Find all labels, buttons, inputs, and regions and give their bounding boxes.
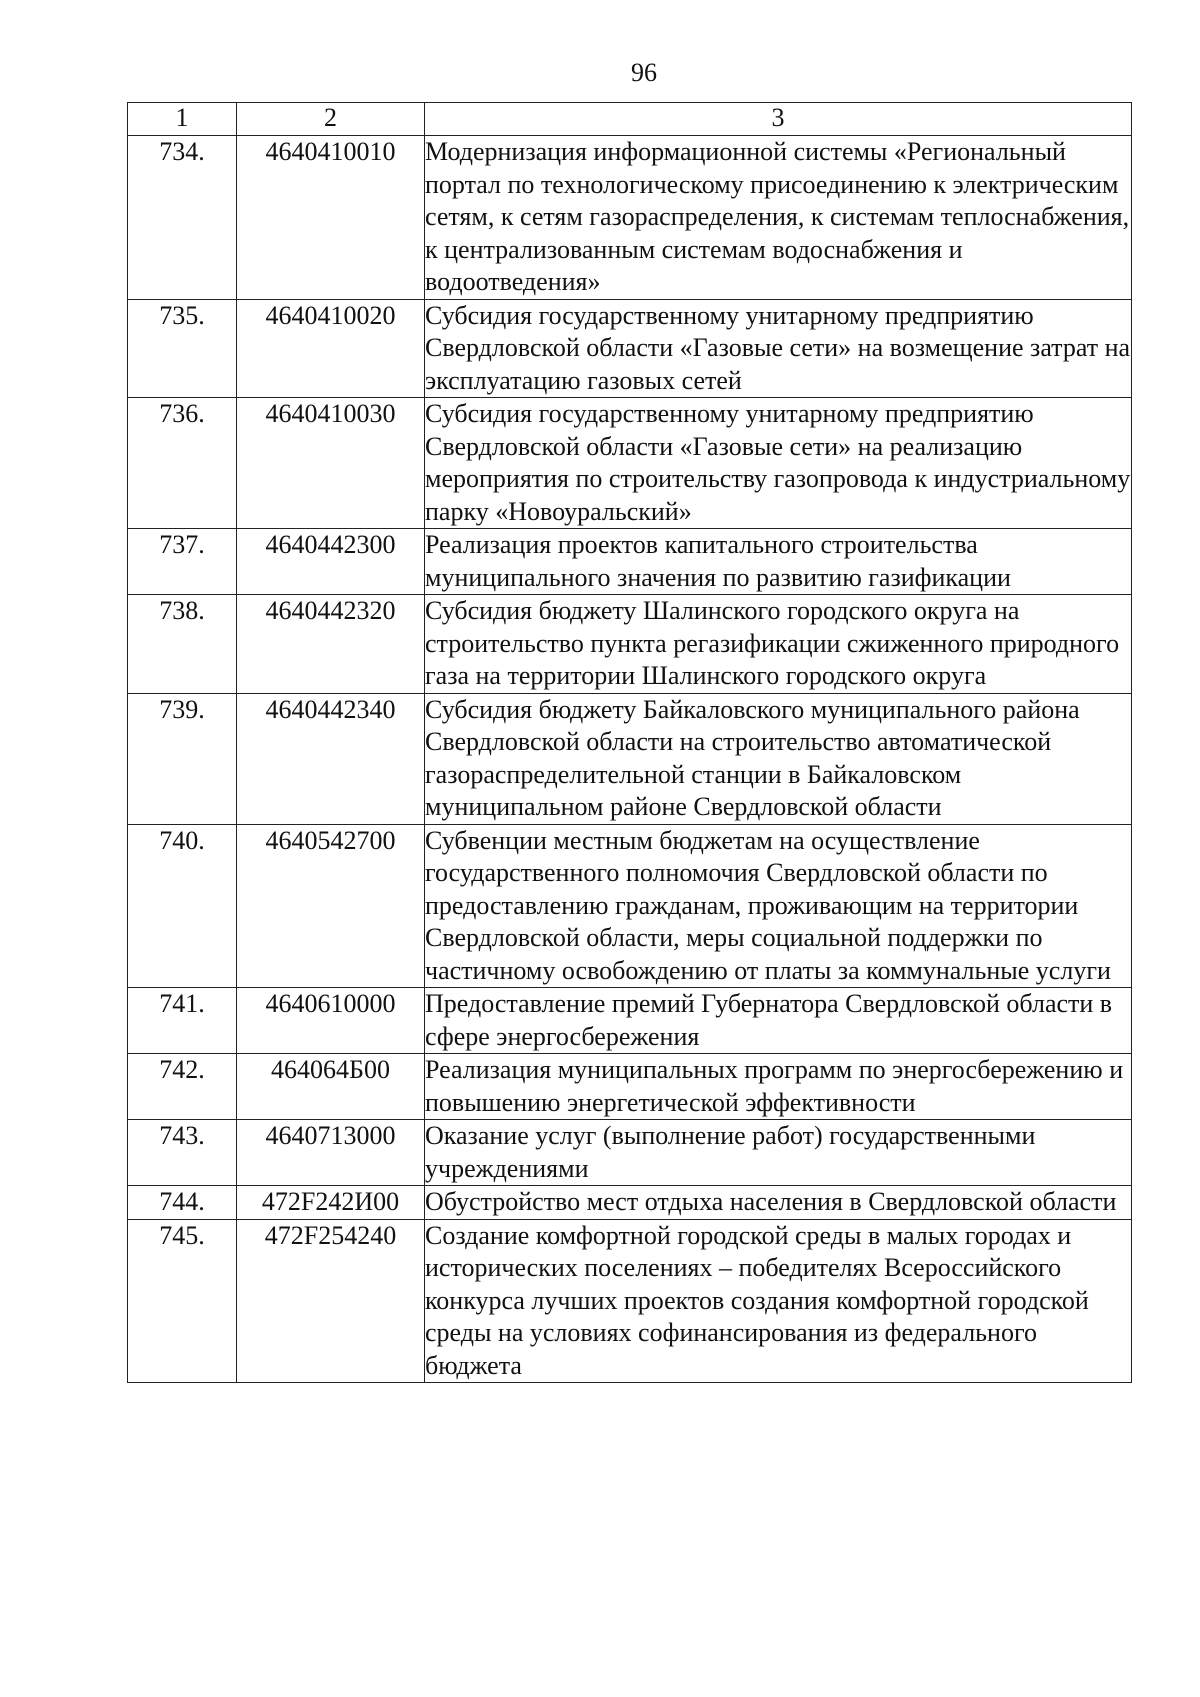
row-description: Реализация муниципальных программ по энергосбережению и повышению энергетической эффективности: [425, 1054, 1132, 1120]
row-description: Субсидия государственному унитарному предприятию Свердловской области «Газовые сети» на реализацию мероприятия по строительству газопровода к индустриальному парку «Новоуральский»: [425, 398, 1132, 529]
header-col-1: 1: [128, 103, 237, 136]
row-code: 4640442320: [237, 595, 425, 694]
row-description: Оказание услуг (выполнение работ) государственными учреждениями: [425, 1120, 1132, 1186]
header-col-2: 2: [237, 103, 425, 136]
row-description: Реализация проектов капитального строительства муниципального значения по развитию газификации: [425, 529, 1132, 595]
row-description: Обустройство мест отдыха населения в Свердловской области: [425, 1186, 1132, 1220]
row-code: 4640610000: [237, 988, 425, 1054]
table-row: [128, 136, 1132, 300]
row-number: 734.: [128, 136, 237, 300]
row-number: 737.: [128, 529, 237, 595]
table-row: [128, 1186, 1132, 1220]
row-description: Субсидия бюджету Шалинского городского округа на строительство пункта регазификации сжиженного природного газа на территории Шалинского городского округа: [425, 595, 1132, 694]
table-row: [128, 398, 1132, 529]
row-code: 472F254240: [237, 1219, 425, 1383]
row-number: 743.: [128, 1120, 237, 1186]
header-col-3: 3: [425, 103, 1132, 136]
row-code: 4640442300: [237, 529, 425, 595]
table-row: [128, 824, 1132, 988]
row-code: 4640410020: [237, 299, 425, 398]
table-row: [128, 595, 1132, 694]
row-code: 4640442340: [237, 693, 425, 824]
row-number: 739.: [128, 693, 237, 824]
row-code: 4640542700: [237, 824, 425, 988]
row-description: Субвенции местным бюджетам на осуществление государственного полномочия Свердловской области по предоставлению гражданам, проживающим на территории Свердловской области, меры социальной поддержки по частичному освобождению от платы за коммунальные услуги: [425, 824, 1132, 988]
table-row: [128, 529, 1132, 595]
row-code: 464064Б00: [237, 1054, 425, 1120]
table-row: [128, 299, 1132, 398]
classification-table: [127, 102, 1132, 1383]
row-number: 745.: [128, 1219, 237, 1383]
row-number: 740.: [128, 824, 237, 988]
row-number: 741.: [128, 988, 237, 1054]
row-description: Создание комфортной городской среды в малых городах и исторических поселениях – победителях Всероссийского конкурса лучших проектов создания комфортной городской среды на условиях софинансирования из федерального бюджета: [425, 1219, 1132, 1383]
table-row: [128, 1120, 1132, 1186]
row-code: 4640410030: [237, 398, 425, 529]
row-number: 735.: [128, 299, 237, 398]
row-code: 472F242И00: [237, 1186, 425, 1220]
row-description: Субсидия бюджету Байкаловского муниципального района Свердловской области на строительство автоматической газораспределительной станции в Байкаловском муниципальном районе Свердловской области: [425, 693, 1132, 824]
header-row: [128, 103, 1132, 136]
table-row: [128, 693, 1132, 824]
row-description: Предоставление премий Губернатора Свердловской области в сфере энергосбережения: [425, 988, 1132, 1054]
table-row: [128, 988, 1132, 1054]
table-row: [128, 1219, 1132, 1383]
row-number: 738.: [128, 595, 237, 694]
row-description: Модернизация информационной системы «Региональный портал по технологическому присоединению к электрическим сетям, к сетям газораспределения, к системам теплоснабжения, к централизованным системам водоснабжения и водоотведения»: [425, 136, 1132, 300]
row-description: Субсидия государственному унитарному предприятию Свердловской области «Газовые сети» на возмещение затрат на эксплуатацию газовых сетей: [425, 299, 1132, 398]
row-number: 736.: [128, 398, 237, 529]
row-code: 4640410010: [237, 136, 425, 300]
table-row: [128, 1054, 1132, 1120]
page-number: 96: [631, 58, 657, 87]
row-code: 4640713000: [237, 1120, 425, 1186]
row-number: 742.: [128, 1054, 237, 1120]
row-number: 744.: [128, 1186, 237, 1220]
